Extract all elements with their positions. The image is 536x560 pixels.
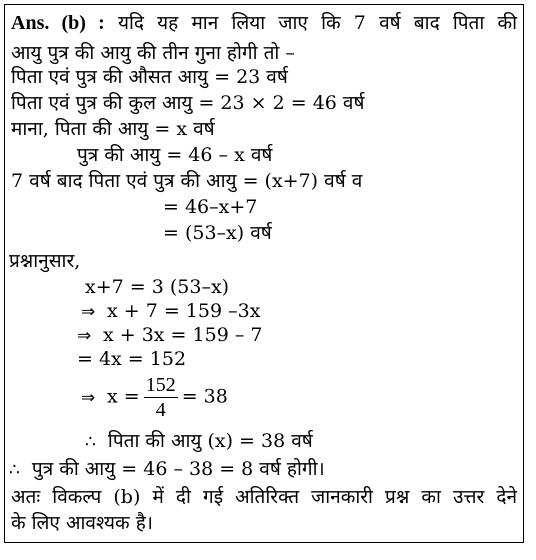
- equation-5: [81, 373, 228, 422]
- equation-5-right: = 38: [181, 385, 228, 408]
- conclusion-line-1: अतः विकल्प (b) में दी गई अतिरिक्त जानकारी प्रश्न का उत्तर देने: [11, 486, 517, 508]
- simplified-line: = (53–x) वर्ष: [163, 222, 272, 244]
- according-to-question: प्रश्नानुसार,: [9, 250, 81, 272]
- equation-1: x+7 = 3 (53–x): [85, 276, 230, 298]
- equation-2-text: x + 7 = 159 –3x: [107, 300, 261, 322]
- implies-arrow-icon: ⇒: [81, 302, 96, 322]
- equation-5-left: x =: [107, 385, 140, 408]
- implies-arrow-icon: ⇒: [81, 387, 96, 408]
- expansion-line: = 46–x+7: [163, 196, 258, 218]
- fraction-numerator: 152: [145, 374, 176, 396]
- fraction: [144, 373, 178, 422]
- therefore-icon: ∴: [85, 432, 96, 452]
- answer-label: Ans. (b) :: [11, 12, 105, 34]
- implies-arrow-icon: ⇒: [77, 326, 92, 346]
- father-age-assumption: माना, पिता की आयु = x वर्ष: [11, 118, 215, 140]
- answer-box: [4, 4, 524, 543]
- equation-3-text: x + 3x = 159 – 7: [103, 324, 263, 346]
- son-age-result-text: पुत्र की आयु = 46 – 38 = 8 वर्ष होगी।: [31, 458, 325, 480]
- father-age-result: [85, 429, 313, 454]
- average-age-line: पिता एवं पुत्र की औसत आयु = 23 वर्ष: [11, 66, 288, 88]
- equation-4: = 4x = 152: [77, 348, 187, 370]
- son-age-result: [9, 457, 325, 482]
- answer-line-2: आयु पुत्र की आयु की तीन गुना होगी तो –: [11, 42, 295, 64]
- answer-line-1: [11, 11, 517, 35]
- son-age-line: पुत्र की आयु = 46 – x वर्ष: [77, 144, 273, 166]
- father-age-result-text: पिता की आयु (x) = 38 वर्ष: [107, 430, 313, 452]
- age-after-7-years-line: 7 वर्ष बाद पिता एवं पुत्र की आयु = (x+7) वर्ष व: [11, 170, 363, 192]
- fraction-denominator: 4: [155, 399, 166, 421]
- conclusion-line-2: के लिए आवश्यक है।: [11, 512, 153, 534]
- total-age-line: पिता एवं पुत्र की कुल आयु = 23 × 2 = 46 वर्ष: [11, 92, 365, 114]
- equation-2: [81, 299, 260, 324]
- answer-line-1-text: यदि यह मान लिया जाए कि 7 वर्ष बाद पिता की: [117, 12, 517, 34]
- therefore-icon: ∴: [9, 460, 20, 480]
- equation-3: [77, 323, 262, 348]
